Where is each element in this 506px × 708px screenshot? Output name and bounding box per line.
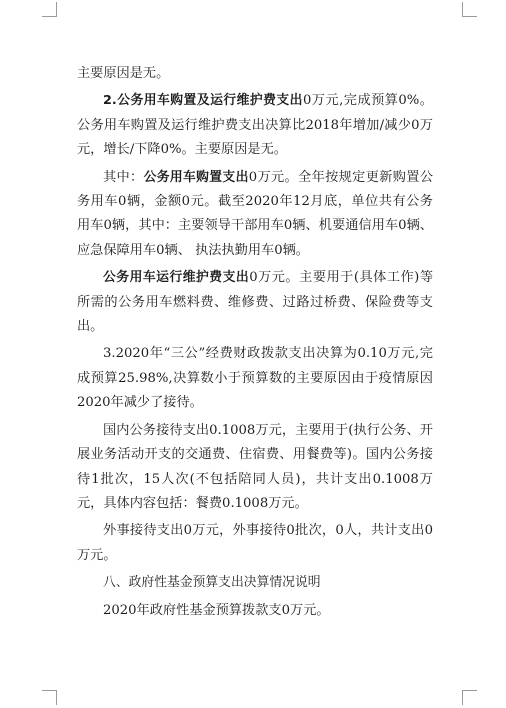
foreign-reception-text: 外事接待支出0万元，外事接待0批次，0人，共计支出0万元。 <box>77 523 433 563</box>
reason-text: 主要原因是无。 <box>77 66 170 81</box>
paragraph-reason <box>77 62 433 86</box>
vehicle-expense-heading: 2.公务用车购置及运行维护费支出 <box>103 93 303 109</box>
paragraph-vehicle-operation <box>77 266 433 339</box>
paragraph-three-public-funds <box>77 342 433 415</box>
document-body <box>77 62 433 626</box>
section-heading-text: 八、政府性基金预算支出决算情况说明 <box>103 575 321 591</box>
crop-mark-bottom-left <box>42 690 57 705</box>
section-heading-government-fund <box>77 571 433 595</box>
crop-mark-bottom-right <box>462 690 477 705</box>
government-fund-text: 2020年政府性基金预算拨款支0万元。 <box>103 602 330 618</box>
paragraph-domestic-reception <box>77 419 433 517</box>
vehicle-purchase-lead: 其中： <box>103 169 144 185</box>
paragraph-vehicle-expense <box>77 89 433 162</box>
vehicle-operation-text: 0万元。主要用于(具体工作)等所需的公务用车燃料费、维修费、过路过桥费、保险费等支出。 <box>77 270 434 335</box>
vehicle-purchase-heading: 公务用车购置支出 <box>143 169 249 185</box>
vehicle-expense-text: 0万元,完成预算0%。公务用车购置及运行维护费支出决算比2018年增加/减少0万元，增长/下降0%。主要原因是无。 <box>77 93 433 158</box>
paragraph-government-fund <box>77 599 433 623</box>
vehicle-purchase-text: 0万元。全年按规定更新购置公务用车0辆，金额0元。截至2020年12月底，单位共有公务用车0辆，其中：主要领导干部用车0辆、机要通信用车0辆、应急保障用车0辆、 执法执勤用车0辆。 <box>77 169 434 258</box>
vehicle-operation-heading: 公务用车运行维护费支出 <box>103 270 250 286</box>
domestic-reception-text: 国内公务接待支出0.1008万元，主要用于(执行公务、开展业务活动开支的交通费、住宿费、用餐费等)。国内公务接待1批次，15人次(不包括陪同人员)，共计支出0.1008万元，具体内容包括：餐费0.1008万元。 <box>77 422 433 511</box>
paragraph-foreign-reception <box>77 519 433 568</box>
three-public-funds-text: 3.2020年“三公”经费财政拨款支出决算为0.10万元,完成预算25.98%,决算数小于预算数的主要原因由于疫情原因2020年减少了接待。 <box>77 346 433 411</box>
crop-mark-top-left <box>42 2 57 17</box>
crop-mark-top-right <box>462 2 477 17</box>
paragraph-vehicle-purchase <box>77 166 433 264</box>
